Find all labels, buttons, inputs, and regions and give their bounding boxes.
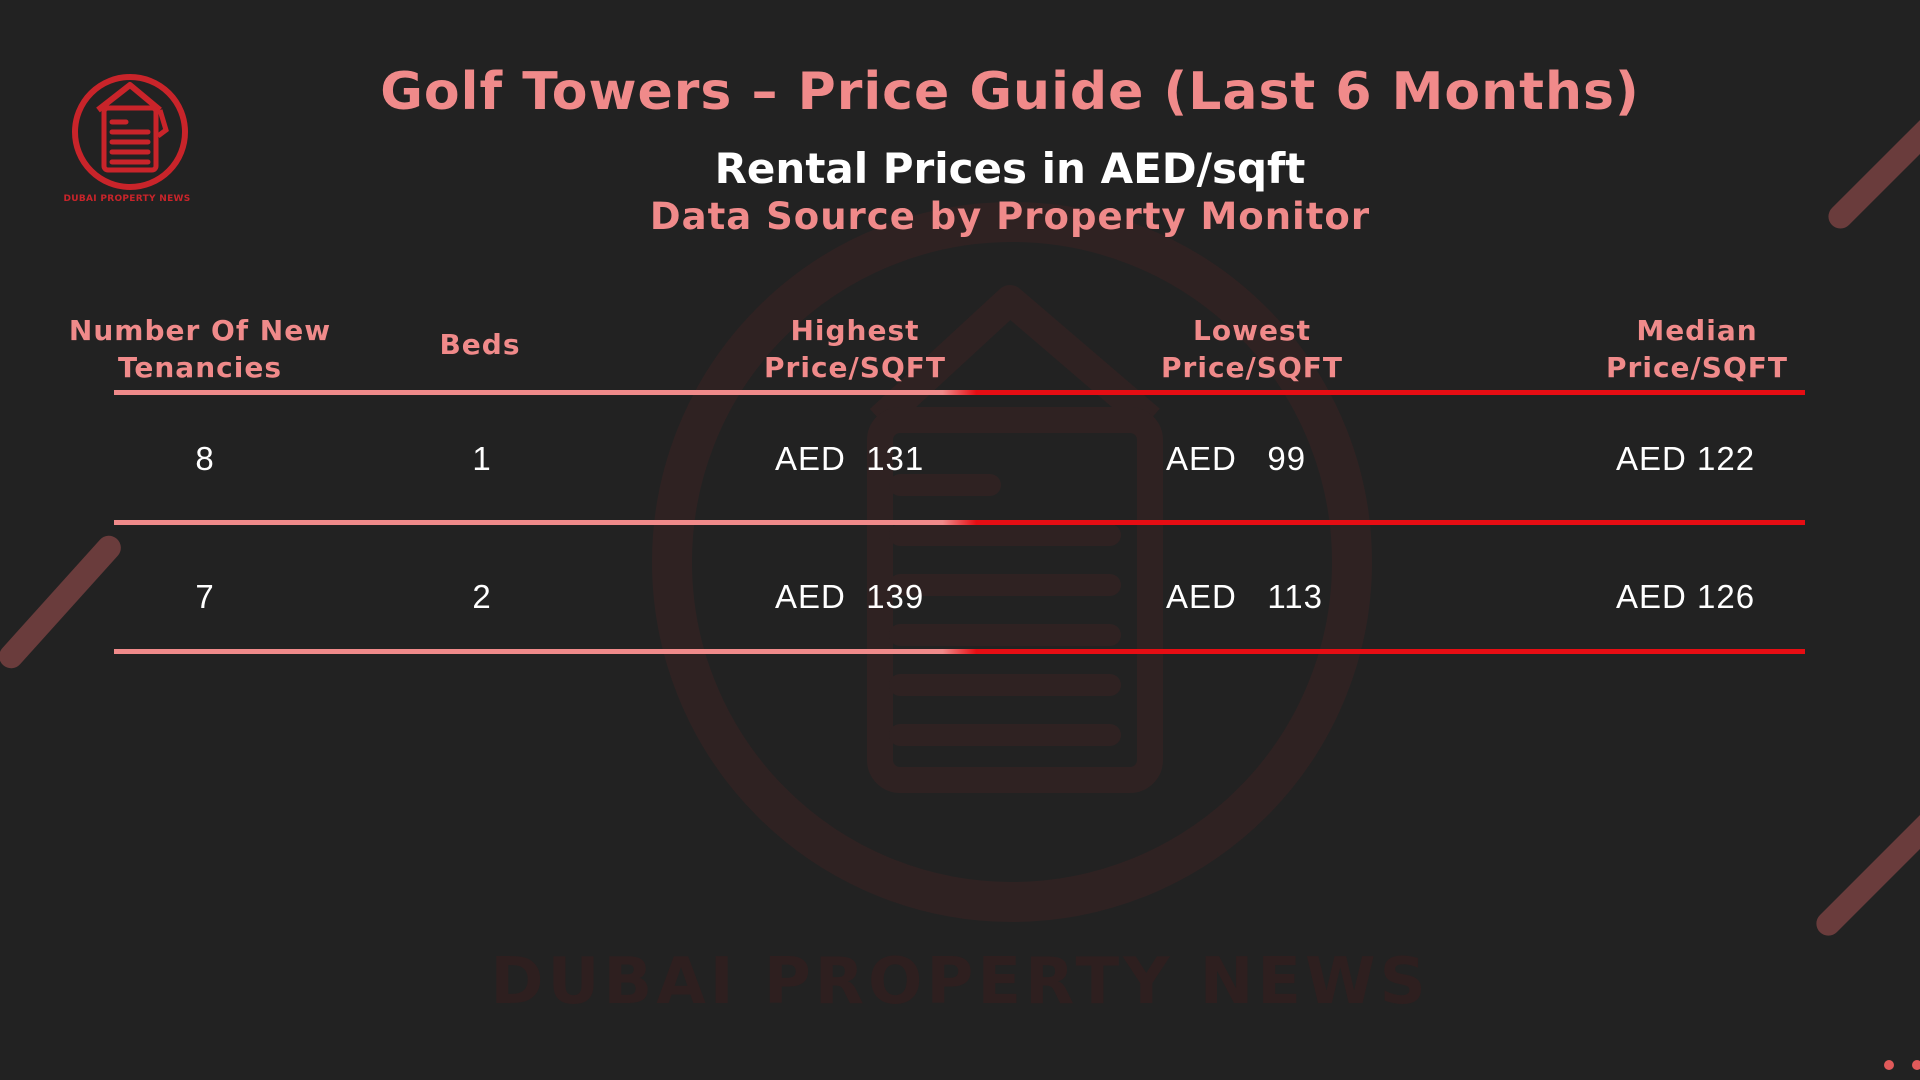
- cell-median: AED 126: [1616, 578, 1756, 615]
- table-header-divider: [114, 390, 1805, 395]
- decor-dot: [1884, 1060, 1894, 1070]
- decor-dot: [1912, 1060, 1920, 1070]
- logo-caption: DUBAI PROPERTY NEWS: [63, 194, 191, 204]
- header-tenancies: Number Of New Tenancies: [68, 314, 332, 384]
- table-row-divider: [114, 649, 1805, 654]
- decor-stripe-left: [0, 531, 126, 673]
- header-lowest: Lowest Price/SQFT: [1161, 314, 1343, 384]
- header-highest: Highest Price/SQFT: [764, 314, 946, 384]
- cell-median: AED 122: [1616, 440, 1756, 477]
- cell-tenancies: 8: [195, 440, 215, 477]
- decor-stripe-bottom-right: [1811, 803, 1920, 940]
- header-median: Median Price/SQFT: [1606, 314, 1788, 384]
- page-subtitle: Rental Prices in AED/sqft: [714, 144, 1306, 193]
- data-source-label: Data Source by Property Monitor: [649, 195, 1371, 238]
- header-beds: Beds: [439, 328, 521, 361]
- cell-highest: AED 131: [775, 440, 925, 477]
- cell-tenancies: 7: [195, 578, 215, 615]
- cell-beds: 1: [472, 440, 492, 477]
- table-row-divider: [114, 520, 1805, 525]
- cell-lowest: AED 99: [1166, 440, 1307, 477]
- watermark-text: DUBAI PROPERTY NEWS: [490, 945, 1430, 1019]
- page-title: Golf Towers – Price Guide (Last 6 Months): [380, 62, 1640, 122]
- cell-beds: 2: [472, 578, 492, 615]
- cell-lowest: AED 113: [1166, 578, 1323, 615]
- cell-highest: AED 139: [775, 578, 925, 615]
